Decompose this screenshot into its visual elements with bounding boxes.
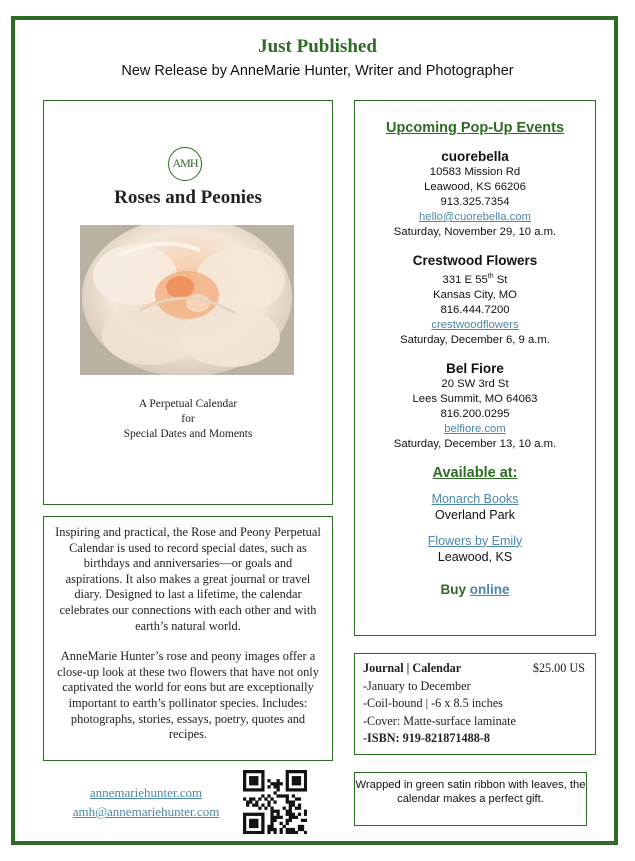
description-paragraph-2: AnneMarie Hunter’s rose and peony images offer a close-up look at these two flowers that have not only captivated the world for eons but are exceptionally important to earth’s pollinator species. Includes: photographs, stories, essays, poetry, quotes and recipes. <box>57 649 319 742</box>
book-cover-panel <box>43 100 333 505</box>
buy-online-link[interactable]: online <box>469 581 510 597</box>
email-link[interactable]: amh@annemariehunter.com <box>72 804 220 819</box>
store-link[interactable]: Flowers by Emily <box>427 533 523 548</box>
venue-name: cuorebella <box>441 149 509 164</box>
specs-heading: Journal | Calendar <box>363 661 462 675</box>
buy-online: Buy online <box>440 581 510 597</box>
cover-caption: A Perpetual Calendar for Special Dates and Moments <box>123 398 253 440</box>
spec-line: -Cover: Matte-surface laminate <box>363 713 516 728</box>
amh-logo-icon: AMH <box>168 147 202 181</box>
description-panel <box>43 516 333 761</box>
venue-cuorebella: cuorebella 10583 Mission Rd Leawood, KS 66206 913.325.7354 hello@cuorebella.com Saturday, November 29, 10 a.m. <box>355 148 595 240</box>
available-at-title: Available at: <box>432 464 518 481</box>
venue-name: Bel Fiore <box>446 360 504 376</box>
store-monarch-books: Monarch Books Overland Park <box>355 491 595 523</box>
spec-line: -Coil-bound | -6 x 8.5 inches <box>363 696 503 710</box>
venue-bel-fiore: Bel Fiore 20 SW 3rd St Lees Summit, MO 64063 816.200.0295 belfiore.com Saturday, December 13, 10 a.m. <box>355 360 595 452</box>
spec-line: -January to December <box>363 678 471 693</box>
contact-info <box>46 783 246 821</box>
specs-panel <box>354 653 596 755</box>
venue-name: Crestwood Flowers <box>412 253 538 268</box>
events-title: Upcoming Pop-Up Events <box>385 120 565 136</box>
book-title: Roses and Peonies <box>114 187 262 208</box>
isbn: -ISBN: 919-821871488-8 <box>363 731 490 745</box>
gift-note-panel <box>354 772 587 826</box>
page-subtitle: New Release by AnneMarie Hunter, Writer and Photographer <box>121 63 514 79</box>
store-flowers-by-emily: Flowers by Emily Leawood, KS <box>355 533 595 565</box>
website-link[interactable]: annemariehunter.com <box>89 785 203 800</box>
gift-note: Wrapped in green satin ribbon with leaves, the calendar makes a perfect gift. <box>355 779 586 805</box>
venue-website-link[interactable]: belfiore.com <box>444 422 506 435</box>
price: $25.00 US <box>532 661 585 675</box>
qr-code-icon <box>243 770 307 834</box>
events-panel <box>354 100 596 636</box>
peony-photo-icon <box>80 225 294 375</box>
store-link[interactable]: Monarch Books <box>431 491 519 506</box>
venue-crestwood-flowers: Crestwood Flowers 331 E 55th St Kansas City, MO 816.444.7200 crestwoodflowers Saturday, December 6, 9 a.m. <box>355 252 595 348</box>
venue-email-link[interactable]: hello@cuorebella.com <box>419 211 531 223</box>
description-paragraph-1: Inspiring and practical, the Rose and Peony Perpetual Calendar is used to record special dates, such as birthdays and anniversaries—or goals and aspirations. It also makes a great journal or travel diary. Designed to last a lifetime, the calendar celebrates our connections with each other and with earth’s natural world. <box>55 525 321 633</box>
venue-website-link[interactable]: crestwoodflowers <box>431 318 519 331</box>
page-title: Just Published <box>258 36 377 57</box>
